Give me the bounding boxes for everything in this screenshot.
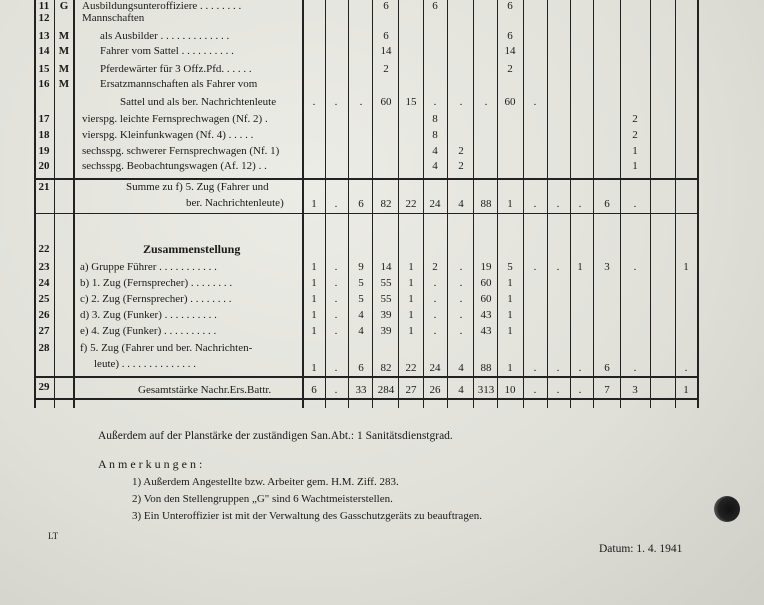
- row-number: 29: [38, 381, 50, 393]
- table-cell: .: [334, 198, 338, 210]
- row-number: 17: [38, 113, 50, 125]
- table-cell: .: [312, 96, 316, 108]
- table-cell: 4: [358, 309, 364, 321]
- row-number: 15: [38, 63, 50, 75]
- row-number: 28: [38, 342, 50, 354]
- table-cell: 19: [480, 261, 492, 273]
- summary-heading: Zusammenstellung: [143, 242, 241, 256]
- table-cell: 1: [507, 362, 513, 374]
- column-rule: [697, 0, 699, 408]
- column-rule: [447, 0, 448, 408]
- table-cell: 5: [507, 261, 513, 273]
- table-cell: .: [533, 198, 537, 210]
- table-cell: .: [433, 96, 437, 108]
- table-cell: 14: [380, 261, 392, 273]
- total-label: Gesamtstärke Nachr.Ers.Battr.: [138, 384, 272, 396]
- table-cell: .: [578, 362, 582, 374]
- table-cell: 3: [604, 261, 610, 273]
- summary-description: e) 4. Zug (Funker) . . . . . . . . . .: [80, 325, 217, 337]
- table-cell: 5: [358, 277, 364, 289]
- table-cell: 1: [507, 309, 513, 321]
- row-rank: M: [58, 30, 70, 42]
- table-cell: 1: [408, 277, 414, 289]
- table-cell: 88: [480, 198, 492, 210]
- column-rule: [650, 0, 651, 408]
- footer-lt: LT: [48, 531, 59, 541]
- table-cell: 4: [432, 160, 438, 172]
- table-cell: 7: [604, 384, 610, 396]
- table-cell: 1: [683, 384, 689, 396]
- table-cell: 1: [311, 261, 317, 273]
- table-cell: .: [359, 96, 363, 108]
- table-cell: .: [556, 362, 560, 374]
- table-cell: 60: [480, 293, 492, 305]
- table-cell: 6: [604, 198, 610, 210]
- table-cell: .: [334, 293, 338, 305]
- table-cell: 1: [408, 309, 414, 321]
- summary-description: f) 5. Zug (Fahrer und ber. Nachrichten-: [80, 342, 253, 354]
- summary-description: d) 3. Zug (Funker) . . . . . . . . . .: [80, 309, 217, 321]
- table-cell: 10: [504, 384, 516, 396]
- table-cell: 2: [632, 113, 638, 125]
- table-cell: 8: [432, 113, 438, 125]
- table-cell: 1: [408, 261, 414, 273]
- table-cell: .: [633, 198, 637, 210]
- table-cell: 2: [383, 63, 389, 75]
- table-cell: 6: [358, 362, 364, 374]
- table-cell: 6: [432, 0, 438, 12]
- column-rule: [593, 0, 594, 408]
- table-cell: 22: [405, 198, 417, 210]
- table-cell: .: [556, 261, 560, 273]
- table-cell: 1: [311, 362, 317, 374]
- row-description: Ausbildungsunteroffiziere . . . . . . . .: [82, 0, 242, 12]
- table-cell: 33: [355, 384, 367, 396]
- table-cell: 88: [480, 362, 492, 374]
- table-cell: .: [459, 261, 463, 273]
- table-cell: 2: [507, 63, 513, 75]
- row-number: 16: [38, 78, 50, 90]
- notes-heading: A n m e r k u n g e n :: [98, 457, 203, 471]
- row-number: 24: [38, 277, 50, 289]
- row-number: 18: [38, 129, 50, 141]
- table-cell: 22: [405, 362, 417, 374]
- table-cell: 284: [377, 384, 395, 396]
- table-cell: .: [684, 362, 688, 374]
- table-cell: .: [633, 362, 637, 374]
- table-cell: .: [459, 277, 463, 289]
- table-cell: 26: [429, 384, 441, 396]
- note-3: 3) Ein Unteroffizier ist mit der Verwaltung des Gasschutzgeräts zu beauftragen.: [132, 510, 482, 522]
- table-cell: 6: [383, 0, 389, 12]
- table-cell: 1: [311, 293, 317, 305]
- table-cell: .: [556, 198, 560, 210]
- table-cell: .: [533, 362, 537, 374]
- table-cell: .: [433, 325, 437, 337]
- row-rule: [34, 398, 698, 400]
- table-cell: 2: [632, 129, 638, 141]
- summary-description: c) 2. Zug (Fernsprecher) . . . . . . . .: [80, 293, 232, 305]
- table-cell: 1: [507, 198, 513, 210]
- row-rank: M: [58, 63, 70, 75]
- table-cell: .: [433, 277, 437, 289]
- row-rank: M: [58, 78, 70, 90]
- table-cell: .: [533, 96, 537, 108]
- table-cell: 55: [380, 277, 392, 289]
- row-rule: [34, 178, 698, 180]
- table-cell: 24: [429, 362, 441, 374]
- table-cell: 82: [380, 362, 392, 374]
- table-cell: 1: [683, 261, 689, 273]
- table-cell: .: [556, 384, 560, 396]
- table-cell: .: [334, 362, 338, 374]
- table-cell: 82: [380, 198, 392, 210]
- table-cell: 55: [380, 293, 392, 305]
- ausserdem-note: Außerdem auf der Planstärke der zuständigen San.Abt.: 1 Sanitätsdienstgrad.: [98, 430, 453, 442]
- table-cell: 2: [458, 160, 464, 172]
- row-rule: [34, 376, 698, 378]
- row-description: Ersatzmannschaften als Fahrer vom: [100, 78, 258, 90]
- table-cell: 4: [458, 384, 464, 396]
- note-1: 1) Außerdem Angestellte bzw. Arbeiter gem. H.M. Ziff. 283.: [132, 476, 399, 488]
- column-rule: [620, 0, 621, 408]
- row-number: 25: [38, 293, 50, 305]
- table-cell: 43: [480, 325, 492, 337]
- table-cell: 1: [632, 145, 638, 157]
- table-cell: 1: [311, 198, 317, 210]
- table-cell: 4: [432, 145, 438, 157]
- row-number: 19: [38, 145, 50, 157]
- table-cell: 15: [405, 96, 417, 108]
- table-cell: 1: [507, 325, 513, 337]
- table-cell: .: [334, 384, 338, 396]
- table-cell: 2: [458, 145, 464, 157]
- table-cell: 1: [632, 160, 638, 172]
- row-number: 20: [38, 160, 50, 172]
- table-cell: .: [533, 261, 537, 273]
- row-rank: M: [58, 45, 70, 57]
- table-cell: .: [334, 325, 338, 337]
- table-cell: 1: [311, 277, 317, 289]
- table-cell: 4: [458, 362, 464, 374]
- table-cell: 6: [604, 362, 610, 374]
- table-cell: .: [334, 277, 338, 289]
- table-cell: .: [334, 309, 338, 321]
- row-number: 11: [38, 0, 50, 12]
- table-cell: 39: [380, 325, 392, 337]
- summary-description: a) Gruppe Führer . . . . . . . . . . .: [80, 261, 217, 273]
- table-cell: 1: [311, 325, 317, 337]
- table-cell: .: [459, 293, 463, 305]
- row-description: Sattel und als ber. Nachrichtenleute: [120, 96, 277, 108]
- table-cell: 4: [358, 325, 364, 337]
- row-description: sechsspg. Beobachtungswagen (Af. 12) . .: [82, 160, 267, 172]
- table-cell: .: [433, 293, 437, 305]
- table-cell: .: [633, 261, 637, 273]
- summary-description: b) 1. Zug (Fernsprecher) . . . . . . . .: [80, 277, 233, 289]
- table-cell: .: [334, 96, 338, 108]
- punch-hole: [714, 496, 740, 522]
- sum-label-line2: ber. Nachrichtenleute): [186, 197, 284, 209]
- row-rule: [34, 213, 698, 214]
- row-description: Fahrer vom Sattel . . . . . . . . . .: [100, 45, 234, 57]
- row-number: 27: [38, 325, 50, 337]
- row-rank: G: [59, 0, 69, 12]
- table-cell: 1: [408, 325, 414, 337]
- table-cell: 3: [632, 384, 638, 396]
- row-description: sechsspg. schwerer Fernsprechwagen (Nf. 1): [82, 145, 280, 157]
- table-cell: .: [484, 96, 488, 108]
- table-cell: .: [433, 309, 437, 321]
- table-cell: 5: [358, 293, 364, 305]
- row-description: Pferdewärter für 3 Offz.Pfd. . . . . .: [100, 63, 252, 75]
- table-cell: 60: [380, 96, 392, 108]
- table-cell: 2: [432, 261, 438, 273]
- table-cell: 4: [458, 198, 464, 210]
- footer-date: Datum: 1. 4. 1941: [599, 543, 683, 555]
- table-cell: 14: [504, 45, 516, 57]
- column-rule: [675, 0, 676, 408]
- table-cell: .: [459, 325, 463, 337]
- table-cell: .: [578, 198, 582, 210]
- table-cell: 1: [507, 293, 513, 305]
- table-cell: 6: [507, 30, 513, 42]
- table-cell: 60: [480, 277, 492, 289]
- column-rule: [73, 0, 75, 408]
- row-number: 14: [38, 45, 50, 57]
- table-cell: 9: [358, 261, 364, 273]
- row-number: 13: [38, 30, 50, 42]
- table-cell: .: [533, 384, 537, 396]
- table-cell: 8: [432, 129, 438, 141]
- row-description: vierspg. leichte Fernsprechwagen (Nf. 2) .: [82, 113, 268, 125]
- table-cell: 60: [504, 96, 516, 108]
- table-cell: 43: [480, 309, 492, 321]
- row-description: Mannschaften: [82, 12, 145, 24]
- sum-label-line1: Summe zu f) 5. Zug (Fahrer und: [126, 181, 269, 193]
- table-cell: .: [459, 309, 463, 321]
- table-cell: 6: [383, 30, 389, 42]
- table-cell: 313: [477, 384, 495, 396]
- row-description: als Ausbilder . . . . . . . . . . . . .: [100, 30, 230, 42]
- note-2: 2) Von den Stellengruppen „G" sind 6 Wachtmeisterstellen.: [132, 493, 393, 505]
- table-cell: 6: [311, 384, 317, 396]
- table-cell: 1: [408, 293, 414, 305]
- summary-description-cont: leute) . . . . . . . . . . . . . .: [94, 358, 197, 370]
- table-cell: 1: [311, 309, 317, 321]
- table-cell: 6: [358, 198, 364, 210]
- table-cell: .: [334, 261, 338, 273]
- row-number: 22: [38, 243, 50, 255]
- row-number: 26: [38, 309, 50, 321]
- table-cell: .: [578, 384, 582, 396]
- table-cell: 14: [380, 45, 392, 57]
- row-number: 23: [38, 261, 50, 273]
- table-cell: 1: [577, 261, 583, 273]
- row-description: vierspg. Kleinfunkwagen (Nf. 4) . . . . .: [82, 129, 254, 141]
- table-cell: 1: [507, 277, 513, 289]
- row-number: 12: [38, 12, 50, 24]
- row-number: 21: [38, 181, 50, 193]
- table-cell: 27: [405, 384, 417, 396]
- table-cell: 6: [507, 0, 513, 12]
- table-cell: 39: [380, 309, 392, 321]
- table-cell: .: [459, 96, 463, 108]
- table-cell: 24: [429, 198, 441, 210]
